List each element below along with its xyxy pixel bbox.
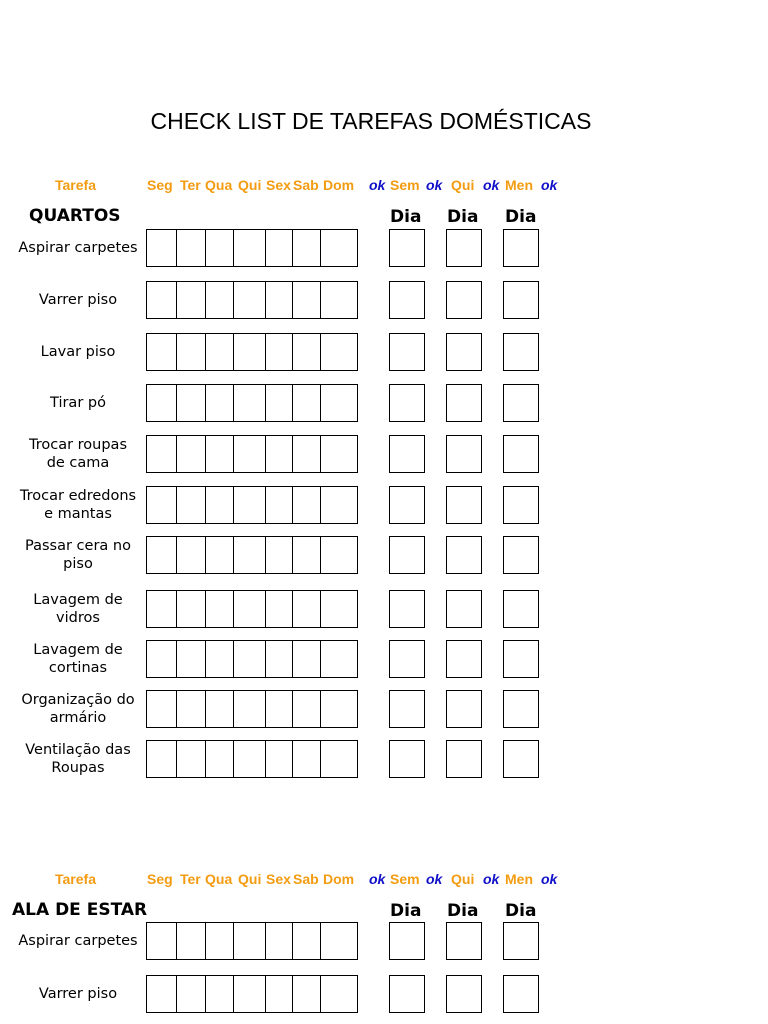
dia-label: Dia <box>390 207 422 227</box>
weekday-checkbox-group <box>146 690 358 728</box>
day-checkbox[interactable] <box>147 385 177 421</box>
day-checkbox[interactable] <box>293 591 322 627</box>
day-checkbox[interactable] <box>234 334 266 370</box>
semanal-checkbox[interactable] <box>389 536 425 574</box>
day-checkbox[interactable] <box>147 976 177 1012</box>
task-label: Aspirar carpetes <box>18 933 138 949</box>
quinzenal-checkbox[interactable] <box>446 333 482 371</box>
column-header-day: Seg <box>147 177 173 193</box>
column-header-qui: Qui <box>451 871 475 887</box>
semanal-checkbox[interactable] <box>389 975 425 1013</box>
column-header-day: Seg <box>147 871 173 887</box>
day-checkbox[interactable] <box>234 976 266 1012</box>
semanal-checkbox[interactable] <box>389 590 425 628</box>
column-header-qui: Qui <box>451 177 475 193</box>
ok-marker: ok <box>541 177 558 193</box>
dia-label: Dia <box>390 901 422 921</box>
day-checkbox[interactable] <box>266 436 293 472</box>
day-checkbox[interactable] <box>206 591 234 627</box>
day-checkbox[interactable] <box>234 537 266 573</box>
day-checkbox[interactable] <box>206 282 234 318</box>
day-checkbox[interactable] <box>266 282 293 318</box>
day-checkbox[interactable] <box>206 976 234 1012</box>
weekday-checkbox-group <box>146 229 358 267</box>
day-checkbox[interactable] <box>293 334 322 370</box>
column-header-day: Dom <box>323 871 355 887</box>
column-header-day: Sab <box>293 177 319 193</box>
semanal-checkbox[interactable] <box>389 229 425 267</box>
column-header-day: Dom <box>323 177 355 193</box>
task-label: Trocar roupas de cama <box>28 437 128 471</box>
day-checkbox[interactable] <box>321 976 357 1012</box>
ok-marker: ok <box>483 177 500 193</box>
day-checkbox[interactable] <box>321 591 357 627</box>
day-checkbox[interactable] <box>206 436 234 472</box>
day-checkbox[interactable] <box>147 436 177 472</box>
ok-marker: ok <box>426 871 443 887</box>
mensal-checkbox[interactable] <box>503 690 539 728</box>
semanal-checkbox[interactable] <box>389 384 425 422</box>
quinzenal-checkbox[interactable] <box>446 384 482 422</box>
section-title: ALA DE ESTAR <box>12 900 148 920</box>
day-checkbox[interactable] <box>234 741 266 777</box>
day-checkbox[interactable] <box>147 691 177 727</box>
day-checkbox[interactable] <box>147 591 177 627</box>
section-title: QUARTOS <box>29 206 121 226</box>
day-checkbox[interactable] <box>234 230 266 266</box>
semanal-checkbox[interactable] <box>389 333 425 371</box>
day-checkbox[interactable] <box>321 282 357 318</box>
column-header-day: Sex <box>266 871 291 887</box>
day-checkbox[interactable] <box>266 591 293 627</box>
column-header-tarefa: Tarefa <box>55 177 96 193</box>
mensal-checkbox[interactable] <box>503 640 539 678</box>
day-checkbox[interactable] <box>293 641 322 677</box>
day-checkbox[interactable] <box>266 487 293 523</box>
column-header-day: Qui <box>238 177 262 193</box>
day-checkbox[interactable] <box>321 741 357 777</box>
day-checkbox[interactable] <box>206 923 234 959</box>
task-label: Trocar edredons e mantas <box>19 488 137 522</box>
column-header-day: Qua <box>205 871 233 887</box>
day-checkbox[interactable] <box>234 487 266 523</box>
mensal-checkbox[interactable] <box>503 740 539 778</box>
semanal-checkbox[interactable] <box>389 690 425 728</box>
quinzenal-checkbox[interactable] <box>446 281 482 319</box>
mensal-checkbox[interactable] <box>503 975 539 1013</box>
day-checkbox[interactable] <box>147 641 177 677</box>
day-checkbox[interactable] <box>147 923 177 959</box>
quinzenal-checkbox[interactable] <box>446 486 482 524</box>
semanal-checkbox[interactable] <box>389 740 425 778</box>
quinzenal-checkbox[interactable] <box>446 975 482 1013</box>
ok-marker: ok <box>369 177 386 193</box>
day-checkbox[interactable] <box>321 691 357 727</box>
day-checkbox[interactable] <box>234 641 266 677</box>
day-checkbox[interactable] <box>177 641 207 677</box>
day-checkbox[interactable] <box>147 741 177 777</box>
quinzenal-checkbox[interactable] <box>446 640 482 678</box>
day-checkbox[interactable] <box>177 691 207 727</box>
task-label: Organização do armário <box>21 692 135 726</box>
day-checkbox[interactable] <box>234 282 266 318</box>
mensal-checkbox[interactable] <box>503 536 539 574</box>
day-checkbox[interactable] <box>293 691 322 727</box>
mensal-checkbox[interactable] <box>503 229 539 267</box>
dia-label: Dia <box>447 901 479 921</box>
day-checkbox[interactable] <box>293 487 322 523</box>
day-checkbox[interactable] <box>321 334 357 370</box>
column-header-men: Men <box>505 177 533 193</box>
day-checkbox[interactable] <box>206 230 234 266</box>
weekday-checkbox-group <box>146 536 358 574</box>
day-checkbox[interactable] <box>147 282 177 318</box>
semanal-checkbox[interactable] <box>389 281 425 319</box>
day-checkbox[interactable] <box>147 334 177 370</box>
ok-marker: ok <box>483 871 500 887</box>
day-checkbox[interactable] <box>147 230 177 266</box>
day-checkbox[interactable] <box>177 537 207 573</box>
mensal-checkbox[interactable] <box>503 384 539 422</box>
day-checkbox[interactable] <box>177 487 207 523</box>
column-header-day: Sex <box>266 177 291 193</box>
dia-label: Dia <box>505 901 537 921</box>
day-checkbox[interactable] <box>293 741 322 777</box>
task-label: Lavar piso <box>40 344 116 360</box>
semanal-checkbox[interactable] <box>389 486 425 524</box>
day-checkbox[interactable] <box>206 741 234 777</box>
weekday-checkbox-group <box>146 333 358 371</box>
day-checkbox[interactable] <box>177 282 207 318</box>
quinzenal-checkbox[interactable] <box>446 590 482 628</box>
task-label: Varrer piso <box>38 292 118 308</box>
day-checkbox[interactable] <box>177 591 207 627</box>
column-header-day: Ter <box>180 177 201 193</box>
day-checkbox[interactable] <box>266 641 293 677</box>
quinzenal-checkbox[interactable] <box>446 740 482 778</box>
mensal-checkbox[interactable] <box>503 281 539 319</box>
day-checkbox[interactable] <box>177 976 207 1012</box>
semanal-checkbox[interactable] <box>389 435 425 473</box>
weekday-checkbox-group <box>146 975 358 1013</box>
day-checkbox[interactable] <box>321 923 357 959</box>
task-label: Lavagem de vidros <box>33 592 123 626</box>
column-header-day: Sab <box>293 871 319 887</box>
weekday-checkbox-group <box>146 922 358 960</box>
quinzenal-checkbox[interactable] <box>446 229 482 267</box>
quinzenal-checkbox[interactable] <box>446 690 482 728</box>
day-checkbox[interactable] <box>321 436 357 472</box>
day-checkbox[interactable] <box>177 385 207 421</box>
day-checkbox[interactable] <box>266 230 293 266</box>
day-checkbox[interactable] <box>266 537 293 573</box>
task-label: Tirar pó <box>50 395 106 411</box>
day-checkbox[interactable] <box>206 487 234 523</box>
weekday-checkbox-group <box>146 590 358 628</box>
mensal-checkbox[interactable] <box>503 486 539 524</box>
ok-marker: ok <box>369 871 386 887</box>
semanal-checkbox[interactable] <box>389 922 425 960</box>
day-checkbox[interactable] <box>147 537 177 573</box>
column-header-sem: Sem <box>390 177 420 193</box>
column-header-men: Men <box>505 871 533 887</box>
column-header-day: Qua <box>205 177 233 193</box>
mensal-checkbox[interactable] <box>503 333 539 371</box>
quinzenal-checkbox[interactable] <box>446 536 482 574</box>
dia-label: Dia <box>505 207 537 227</box>
weekday-checkbox-group <box>146 435 358 473</box>
day-checkbox[interactable] <box>321 641 357 677</box>
day-checkbox[interactable] <box>321 230 357 266</box>
semanal-checkbox[interactable] <box>389 640 425 678</box>
day-checkbox[interactable] <box>206 537 234 573</box>
day-checkbox[interactable] <box>206 641 234 677</box>
ok-marker: ok <box>426 177 443 193</box>
mensal-checkbox[interactable] <box>503 590 539 628</box>
column-header-day: Qui <box>238 871 262 887</box>
ok-marker: ok <box>541 871 558 887</box>
day-checkbox[interactable] <box>293 537 322 573</box>
column-header-sem: Sem <box>390 871 420 887</box>
day-checkbox[interactable] <box>266 691 293 727</box>
task-label: Varrer piso <box>38 986 118 1002</box>
dia-label: Dia <box>447 207 479 227</box>
column-header-day: Ter <box>180 871 201 887</box>
day-checkbox[interactable] <box>234 923 266 959</box>
task-label: Aspirar carpetes <box>18 240 138 256</box>
day-checkbox[interactable] <box>234 591 266 627</box>
day-checkbox[interactable] <box>206 334 234 370</box>
task-label: Lavagem de cortinas <box>33 642 123 676</box>
day-checkbox[interactable] <box>293 923 322 959</box>
day-checkbox[interactable] <box>206 385 234 421</box>
quinzenal-checkbox[interactable] <box>446 922 482 960</box>
day-checkbox[interactable] <box>234 691 266 727</box>
weekday-checkbox-group <box>146 740 358 778</box>
day-checkbox[interactable] <box>266 385 293 421</box>
task-label: Passar cera no piso <box>25 538 131 572</box>
weekday-checkbox-group <box>146 486 358 524</box>
mensal-checkbox[interactable] <box>503 435 539 473</box>
quinzenal-checkbox[interactable] <box>446 435 482 473</box>
day-checkbox[interactable] <box>266 923 293 959</box>
weekday-checkbox-group <box>146 281 358 319</box>
day-checkbox[interactable] <box>293 282 322 318</box>
day-checkbox[interactable] <box>234 385 266 421</box>
column-header-tarefa: Tarefa <box>55 871 96 887</box>
day-checkbox[interactable] <box>206 691 234 727</box>
day-checkbox[interactable] <box>321 385 357 421</box>
task-label: Ventilação das Roupas <box>25 742 131 776</box>
mensal-checkbox[interactable] <box>503 922 539 960</box>
day-checkbox[interactable] <box>177 334 207 370</box>
day-checkbox[interactable] <box>293 436 322 472</box>
day-checkbox[interactable] <box>266 334 293 370</box>
day-checkbox[interactable] <box>234 436 266 472</box>
day-checkbox[interactable] <box>266 976 293 1012</box>
day-checkbox[interactable] <box>266 741 293 777</box>
day-checkbox[interactable] <box>177 741 207 777</box>
day-checkbox[interactable] <box>177 436 207 472</box>
day-checkbox[interactable] <box>293 976 322 1012</box>
page-title: CHECK LIST DE TAREFAS DOMÉSTICAS <box>150 108 592 134</box>
weekday-checkbox-group <box>146 384 358 422</box>
day-checkbox[interactable] <box>147 487 177 523</box>
day-checkbox[interactable] <box>177 230 207 266</box>
day-checkbox[interactable] <box>177 923 207 959</box>
day-checkbox[interactable] <box>321 487 357 523</box>
weekday-checkbox-group <box>146 640 358 678</box>
day-checkbox[interactable] <box>293 385 322 421</box>
day-checkbox[interactable] <box>293 230 322 266</box>
day-checkbox[interactable] <box>321 537 357 573</box>
